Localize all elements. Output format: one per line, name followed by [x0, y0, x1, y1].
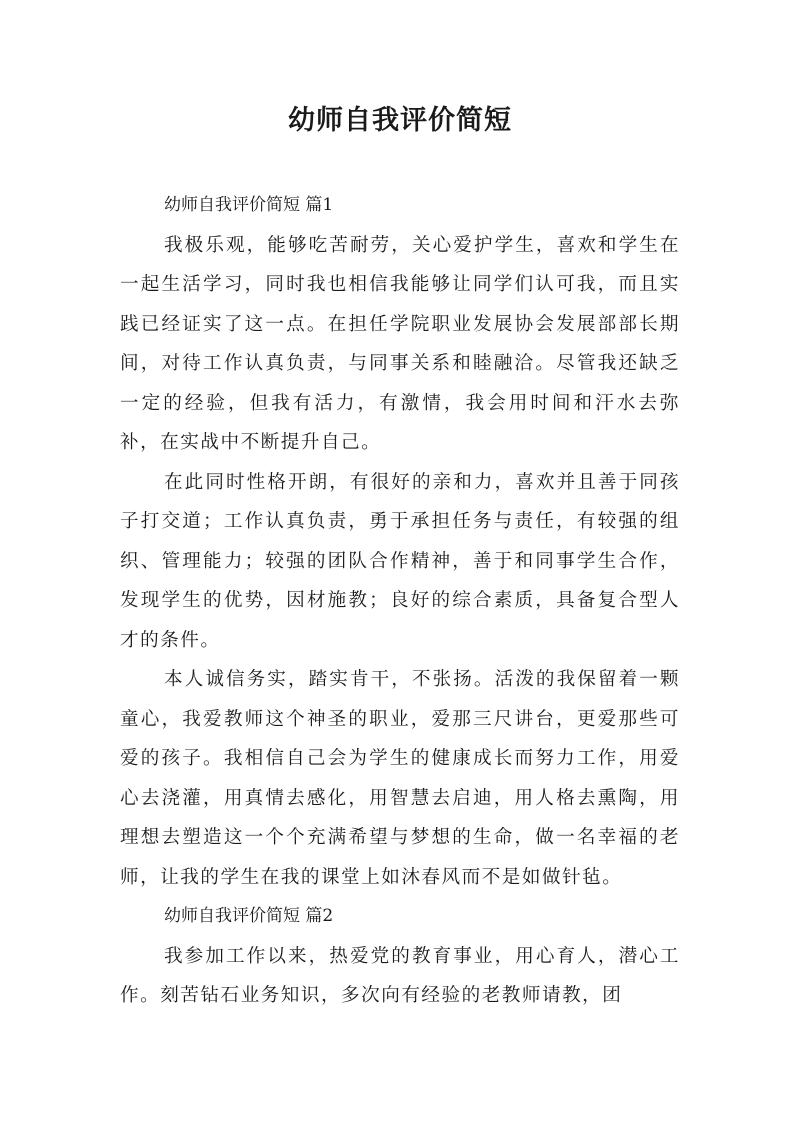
- paragraph: 本人诚信务实，踏实肯干，不张扬。活泼的我保留着一颗童心，我爱教师这个神圣的职业，爱那三尺讲台，更爱那些可爱的孩子。我相信自己会为学生的健康成长而努力工作，用爱心去浇灌，用真情去感化，用智慧去启迪，用人格去熏陶，用理想去塑造这一个个充满希望与梦想的生命，做一名幸福的老师，让我的学生在我的课堂上如沐春风而不是如做针毡。: [120, 669, 680, 888]
- paragraph: 我参加工作以来，热爱党的教育事业，用心育人，潜心工作。刻苦钻石业务知识，多次向有经验的老教师请教，团: [120, 945, 680, 1006]
- section-heading-1: 幼师自我评价简短 篇1: [164, 195, 334, 215]
- document-title: 幼师自我评价简短: [288, 105, 512, 136]
- paragraph: 我极乐观，能够吃苦耐劳，关心爱护学生，喜欢和学生在一起生活学习，同时我也相信我能够让同学们认可我，而且实践已经证实了这一点。在担任学院职业发展协会发展部部长期间，对待工作认真负责，与同事关系和睦融洽。尽管我还缺乏一定的经验，但我有活力，有激情，我会用时间和汗水去弥补，在实战中不断提升自己。: [120, 234, 680, 453]
- paragraph: 在此同时性格开朗，有很好的亲和力，喜欢并且善于同孩子打交道；工作认真负责，勇于承担任务与责任，有较强的组织、管理能力；较强的团队合作精神，善于和同事学生合作，发现学生的优势，因材施教；良好的综合素质，具备复合型人才的条件。: [120, 471, 680, 651]
- section-heading-2: 幼师自我评价简短 篇2: [164, 906, 334, 926]
- document-body: [120, 186, 680, 1016]
